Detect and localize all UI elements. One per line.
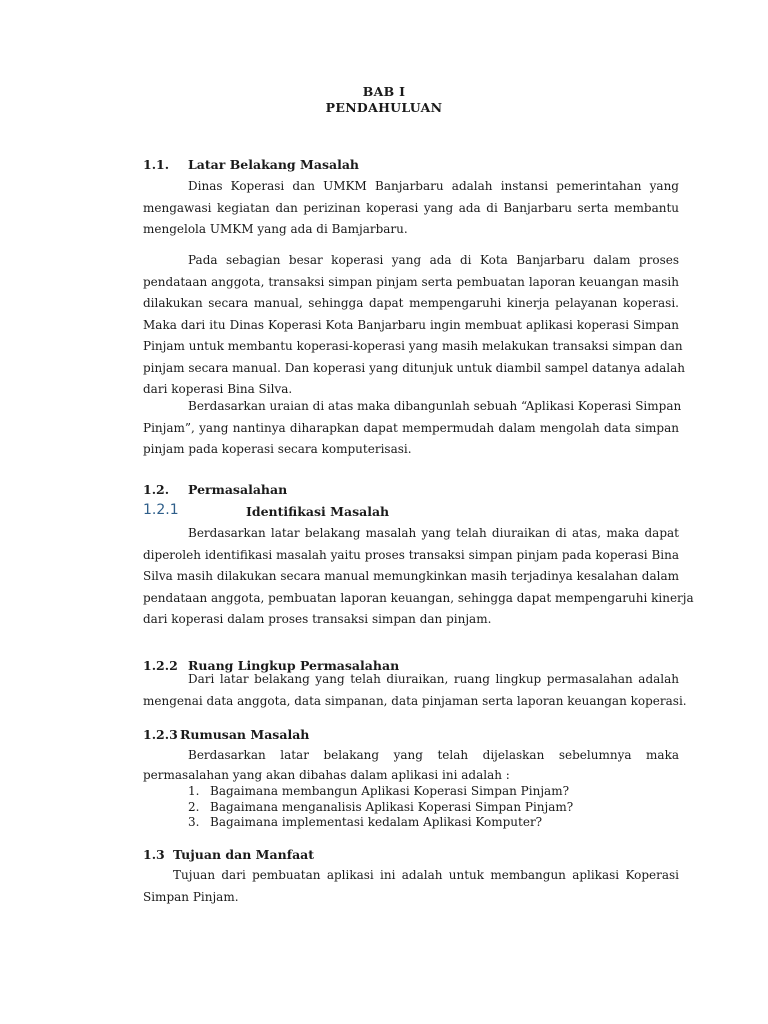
section-1-2-number: 1.2. xyxy=(143,482,170,497)
text-line: dilakukan secara manual, sehingga dapat mempengaruhi kinerja pelayanan koperasi. xyxy=(143,296,679,310)
section-1-2-3-number: 1.2.3 xyxy=(143,727,178,742)
text-line: Berdasarkan latar belakang yang telah dijelaskan sebelumnya maka xyxy=(188,748,679,762)
section-1-2-2-paragraph xyxy=(143,669,687,712)
text-line: Tujuan dari pembuatan aplikasi ini adalah untuk membangun aplikasi Koperasi xyxy=(173,868,679,882)
section-1-1-title: Latar Belakang Masalah xyxy=(188,157,360,172)
list-item xyxy=(188,800,573,816)
section-1-2-1-title: Identifikasi Masalah xyxy=(246,504,390,519)
text-line: Simpan Pinjam. xyxy=(143,889,239,904)
list-text: Bagaimana menganalisis Aplikasi Koperasi Simpan Pinjam? xyxy=(210,799,574,814)
section-1-2-3-title: Rumusan Masalah xyxy=(180,727,310,742)
text-line: pinjam secara manual. Dan koperasi yang ditunjuk untuk diambil sampel datanya adalah xyxy=(143,360,686,375)
text-line: Dari latar belakang yang telah diuraikan, ruang lingkup permasalahan adalah xyxy=(188,672,679,686)
problem-list xyxy=(188,784,573,831)
list-number: 3. xyxy=(188,815,200,829)
text-line: Pinjam”, yang nantinya diharapkan dapat mempermudah dalam mengolah data simpan xyxy=(143,420,679,435)
chapter-title: PENDAHULUAN xyxy=(325,100,443,115)
text-line: dari koperasi dalam proses transaksi simpan dan pinjam. xyxy=(143,612,492,626)
text-line: Pinjam untuk membantu koperasi-koperasi yang masih melakukan transaksi simpan dan xyxy=(143,339,683,353)
section-1-2-1-paragraph xyxy=(143,523,694,631)
section-1-1-paragraph-1 xyxy=(143,176,679,241)
section-1-2-1-number: 1.2.1 xyxy=(143,502,179,518)
list-item xyxy=(188,815,573,831)
section-1-2-2-title: Ruang Lingkup Permasalahan xyxy=(188,658,400,673)
text-line: Maka dari itu Dinas Koperasi Kota Banjarbaru ingin membuat aplikasi koperasi Simpan xyxy=(143,317,679,332)
list-text: Bagaimana implementasi kedalam Aplikasi Komputer? xyxy=(210,815,543,829)
text-line: dari koperasi Bina Silva. xyxy=(143,382,293,396)
text-line: Berdasarkan latar belakang masalah yang telah diuraikan di atas, maka dapat xyxy=(188,526,679,540)
text-line: mengenai data anggota, data simpanan, data pinjaman serta laporan keuangan koperasi. xyxy=(143,693,687,708)
list-number: 2. xyxy=(188,799,200,814)
section-1-2-title: Permasalahan xyxy=(188,482,288,497)
text-line: Silva masih dilakukan secara manual memungkinkan masih terjadinya kesalahan dalam xyxy=(143,569,679,583)
list-item xyxy=(188,784,573,800)
list-text: Bagaimana membangun Aplikasi Koperasi Simpan Pinjam? xyxy=(210,784,570,798)
text-line: mengelola UMKM yang ada di Bamjarbaru. xyxy=(143,222,408,236)
section-1-2-3-paragraph xyxy=(143,745,679,784)
section-1-1-paragraph-3 xyxy=(143,396,682,461)
section-1-1-paragraph-2 xyxy=(143,250,686,401)
text-line: permasalahan yang akan dibahas dalam aplikasi ini adalah : xyxy=(143,767,510,782)
text-line: Pada sebagian besar koperasi yang ada di Kota Banjarbaru dalam proses xyxy=(188,253,679,267)
text-line: diperoleh identifikasi masalah yaitu proses transaksi simpan pinjam pada koperasi Bina xyxy=(143,547,679,562)
section-1-2-2-number: 1.2.2 xyxy=(143,658,178,673)
text-line: Berdasarkan uraian di atas maka dibangunlah sebuah “Aplikasi Koperasi Simpan xyxy=(188,399,682,413)
section-1-3-title: Tujuan dan Manfaat xyxy=(173,847,315,862)
text-line: pinjam pada koperasi secara komputerisasi. xyxy=(143,442,412,456)
text-line: pendataan anggota, pembuatan laporan keuangan, sehingga dapat mempengaruhi kinerja xyxy=(143,590,694,605)
chapter-label: BAB I xyxy=(362,84,406,99)
text-line: Dinas Koperasi dan UMKM Banjarbaru adalah instansi pemerintahan yang xyxy=(188,179,679,193)
list-number: 1. xyxy=(188,784,200,798)
text-line: mengawasi kegiatan dan perizinan koperasi yang ada di Banjarbaru serta membantu xyxy=(143,200,679,215)
section-1-3-number: 1.3 xyxy=(143,847,165,862)
section-1-3-paragraph xyxy=(143,865,679,908)
text-line: pendataan anggota, transaksi simpan pinjam serta pembuatan laporan keuangan masih xyxy=(143,274,679,289)
section-1-1-number: 1.1. xyxy=(143,157,170,172)
